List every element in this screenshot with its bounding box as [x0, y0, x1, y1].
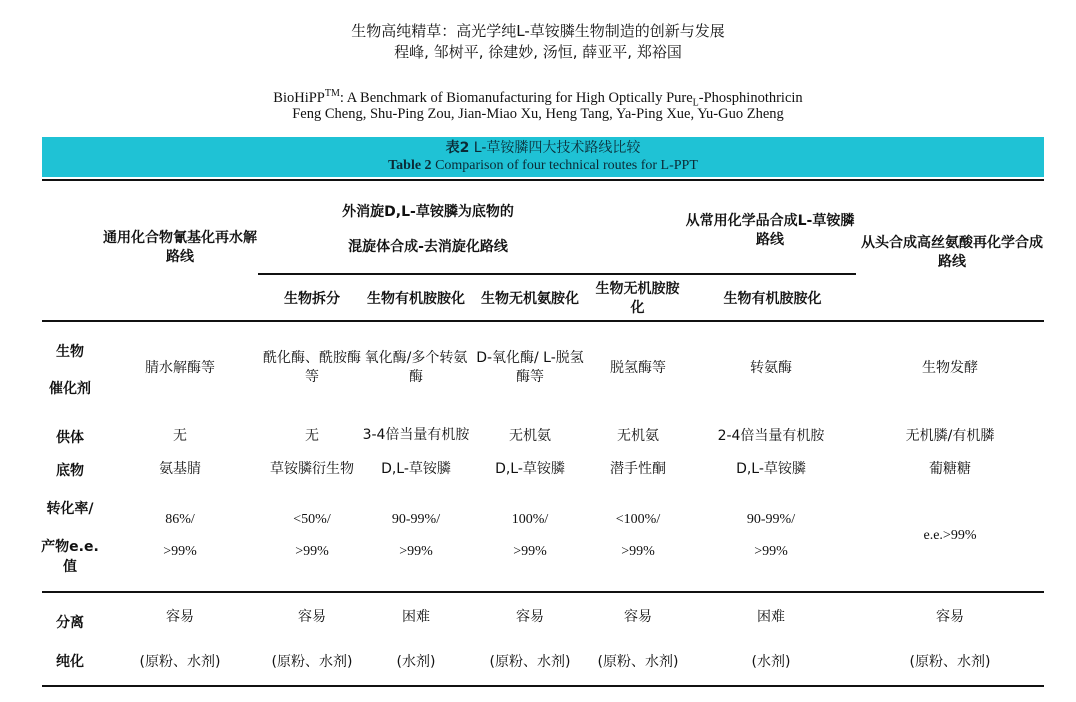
table-caption-zh-text: L-草铵膦四大技术路线比较: [469, 140, 641, 156]
cell-substrate: 葡糖糖: [929, 460, 971, 477]
cell-conversion: <100%/: [615, 511, 661, 527]
title-english-rest: : A Benchmark of Biomanufacturing for High Optically Pure: [339, 89, 693, 106]
cell-conversion: 86%/: [165, 511, 195, 527]
header-route-cyanation: 通用化合物氰基化再水解路线: [103, 230, 257, 265]
table-caption-en-text: Comparison of four technical routes for L-PPT: [431, 158, 698, 173]
cell-substrate: 草铵膦衍生物: [270, 460, 354, 477]
cell-conversion: 90-99%/: [746, 511, 796, 527]
cell-donor: 无机氨: [509, 427, 551, 444]
table-caption-chinese: [42, 140, 1044, 157]
row-label-substrate: 底物: [56, 463, 84, 479]
cell-ee: >99%: [399, 543, 433, 559]
cell-separation: 容易: [166, 608, 194, 625]
cell-donor: 无: [173, 427, 187, 444]
cell-catalyst: D-氧化酶/ L-脱氢酶等: [476, 350, 584, 385]
subheader-organic-amine-2: 生物有机胺胺化: [723, 290, 822, 307]
cell-separation: 容易: [516, 608, 544, 625]
cell-separation: 容易: [624, 608, 652, 625]
cell-catalyst: 氧化酶/多个转氨酶: [364, 350, 468, 385]
header-route-racemic-line2: 混旋体合成-去消旋化路线: [348, 238, 508, 255]
cell-ee: >99%: [163, 543, 197, 559]
cell-purification: (原粉、水剂): [597, 653, 679, 670]
header-route-racemic-line1: 外消旋D,L-草铵膦为底物的: [342, 203, 514, 220]
cell-separation: 困难: [757, 608, 785, 625]
cell-substrate: 潜手性酮: [610, 460, 666, 477]
header-route-common-chemicals: 从常用化学品合成L-草铵膦路线: [685, 213, 855, 248]
table-bottom-rule: [42, 685, 1044, 687]
subheader-inorganic-ammonia: 生物无机氨胺化: [481, 290, 579, 307]
cell-purification: (原粉、水剂): [139, 653, 221, 670]
cell-ee: >99%: [295, 543, 329, 559]
row-label-purification: 纯化: [56, 654, 84, 670]
title-english-end: -Phosphinothricin: [698, 89, 803, 106]
cell-catalyst: 腈水解酶等: [145, 359, 215, 376]
authors-english: Feng Cheng, Shu-Ping Zou, Jian-Miao Xu, Heng Tang, Ya-Ping Xue, Yu-Guo Zheng: [292, 106, 784, 122]
table-caption-zh-number: 表2: [445, 140, 470, 156]
cell-catalyst: 脱氢酶等: [610, 359, 666, 376]
cell-donor: 2-4倍当量有机胺: [717, 427, 825, 444]
cell-catalyst: 生物发酵: [922, 359, 978, 376]
cell-separation: 容易: [298, 608, 326, 625]
cell-donor: 无机氨: [617, 427, 659, 444]
subheader-organic-amine: 生物有机胺胺化: [367, 290, 465, 307]
cell-ee: >99%: [513, 543, 547, 559]
subheader-inorganic-amine: 生物无机胺胺化: [595, 281, 680, 316]
table-caption-english: [42, 157, 1044, 174]
cell-donor: 无机膦/有机膦: [905, 427, 995, 444]
cell-ee: >99%: [754, 543, 788, 559]
trademark-mark: TM: [324, 88, 340, 99]
cell-donor: 3-4倍当量有机胺: [362, 426, 470, 443]
row-label-catalyst-1: 生物: [56, 344, 84, 360]
cell-catalyst: 酰化酶、酰胺酶等: [263, 350, 361, 385]
cell-conversion-ee-denovo: e.e.>99%: [923, 527, 977, 543]
row-label-product-ee: 产物e.e.: [41, 539, 99, 555]
cell-separation: 困难: [402, 608, 430, 625]
table-top-rule: [42, 179, 1044, 181]
title-english-subscript: L: [692, 97, 699, 109]
cell-separation: 容易: [936, 608, 964, 625]
cell-purification: (水剂): [396, 653, 436, 670]
cell-conversion: 100%/: [511, 511, 549, 527]
row-label-conversion: 转化率/: [46, 501, 94, 517]
cell-conversion: <50%/: [293, 511, 331, 527]
cell-substrate: 氨基腈: [159, 460, 201, 477]
table-caption-en-number: Table 2: [388, 158, 432, 173]
separation-rule: [42, 591, 1044, 593]
header-bottom-rule: [42, 320, 1044, 322]
row-label-value: 值: [63, 559, 77, 575]
cell-purification: (水剂): [751, 653, 791, 670]
subheader-bio-resolution: 生物拆分: [284, 290, 340, 307]
table-caption-banner: [42, 137, 1044, 177]
cell-donor: 无: [305, 427, 319, 444]
cell-purification: (原粉、水剂): [489, 653, 571, 670]
cell-ee: >99%: [621, 543, 655, 559]
header-route-de-novo: 从头合成高丝氨酸再化学合成路线: [861, 235, 1043, 270]
title-chinese: 生物高纯精草：高光学纯L-草铵膦生物制造的创新与发展: [351, 22, 725, 40]
title-english-main: BioHiPP: [273, 89, 325, 106]
cell-substrate: D,L-草铵膦: [381, 460, 451, 477]
authors-chinese: 程峰, 邹树平, 徐建妙, 汤恒, 薛亚平, 郑裕国: [394, 43, 682, 61]
cell-substrate: D,L-草铵膦: [736, 460, 806, 477]
row-label-separation: 分离: [56, 615, 84, 631]
cell-conversion: 90-99%/: [391, 511, 441, 527]
header-sub-rule: [258, 273, 856, 275]
cell-substrate: D,L-草铵膦: [495, 460, 565, 477]
cell-purification: (原粉、水剂): [909, 653, 991, 670]
row-label-catalyst-2: 催化剂: [49, 381, 91, 397]
row-label-donor: 供体: [56, 430, 84, 446]
cell-catalyst: 转氨酶: [750, 359, 792, 376]
cell-purification: (原粉、水剂): [271, 653, 353, 670]
